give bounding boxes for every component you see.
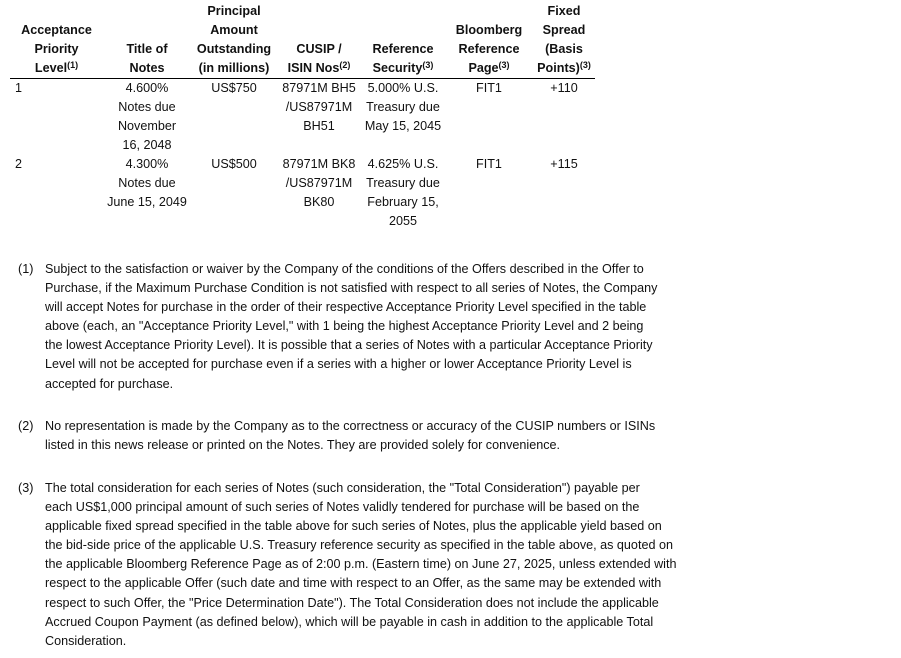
cell-line: 4.625% U.S. xyxy=(367,157,439,171)
text-line: Subject to the satisfaction or waiver by the Company of the conditions of the Offers described in the Offer to xyxy=(45,262,644,276)
cell-spread: +110 xyxy=(550,81,578,95)
cell-line: 16, 2048 xyxy=(122,138,172,152)
header-reference-security xyxy=(361,2,445,79)
footnote-number: (2) xyxy=(18,419,34,433)
header-line: Fixed xyxy=(547,4,581,18)
cell-line: Treasury due xyxy=(366,176,440,190)
header-line: Outstanding xyxy=(196,42,272,56)
footnote-ref: (3) xyxy=(498,60,510,70)
cell-line: 4.300% xyxy=(125,157,169,171)
header-line: Title of xyxy=(126,42,168,56)
header-title-of-notes xyxy=(103,2,191,79)
header-line: Notes xyxy=(129,61,165,75)
text-line: Level will not be accepted for purchase even if a series with a higher or lower Acceptance Priority Level is xyxy=(45,357,632,372)
cell-spread: +115 xyxy=(550,157,578,171)
cell-reference xyxy=(361,155,445,231)
cell-cusip xyxy=(277,155,361,231)
cell-line: February 15, xyxy=(367,195,439,209)
footnote-text xyxy=(45,479,718,651)
text-line: accepted for purchase. xyxy=(45,376,174,391)
cell-line: Notes due xyxy=(118,176,176,190)
text-line: Consideration. xyxy=(45,633,127,648)
header-line: CUSIP / xyxy=(296,42,342,56)
table-header-row xyxy=(10,2,595,79)
cell-line: 87971M BK8 xyxy=(282,157,356,171)
footnote-3 xyxy=(18,479,718,651)
text-line: The total consideration for each series of Notes (such consideration, the "Total Consideration") payable per xyxy=(45,481,640,495)
cell-line: 2055 xyxy=(388,214,418,228)
header-line: Bloomberg xyxy=(455,23,523,37)
text-line: Purchase, if the Maximum Purchase Condition is not satisfied with respect to all series of Notes, the Company xyxy=(45,281,658,296)
text-line: will accept Notes for purchase in the order of their respective Acceptance Priority Level specified in the table xyxy=(45,300,647,315)
footnote-2 xyxy=(18,417,718,455)
cell-line: BK80 xyxy=(303,195,335,209)
header-line: Principal xyxy=(207,4,261,18)
header-line: Security xyxy=(372,61,423,75)
cell-line: /US87971M xyxy=(285,176,353,190)
header-line: (in millions) xyxy=(198,61,270,75)
footnote-ref: (3) xyxy=(422,60,434,70)
header-cusip-isin xyxy=(277,2,361,79)
tender-offer-table xyxy=(10,2,595,231)
cell-line: BH51 xyxy=(303,119,335,133)
header-line: Priority xyxy=(34,42,79,56)
footnote-text xyxy=(45,260,718,394)
cell-line: 4.600% xyxy=(125,81,169,95)
header-line: (Basis xyxy=(545,42,583,56)
cell-page: FIT1 xyxy=(476,157,502,171)
cell-line: 87971M BH5 xyxy=(282,81,356,95)
cell-level: 2 xyxy=(15,157,23,171)
header-acceptance-priority-level xyxy=(10,2,103,79)
cell-line: /US87971M xyxy=(285,100,353,114)
cell-level: 1 xyxy=(15,81,23,95)
header-principal-amount xyxy=(191,2,277,79)
text-line: Accrued Coupon Payment (as defined below), which will be payable in cash in addition to the applicable Total xyxy=(45,614,654,629)
header-line: Reference xyxy=(458,42,520,56)
footnote-ref: (3) xyxy=(579,60,591,70)
footnote-text xyxy=(45,417,718,455)
cell-line: May 15, 2045 xyxy=(364,119,442,133)
text-line: the bid-side price of the applicable U.S. Treasury reference security as specified in the table above, as quoted on xyxy=(45,538,673,553)
text-line: each US$1,000 principal amount of such series of Notes validly tendered for purchase will be based on the xyxy=(45,500,640,515)
text-line: the applicable Bloomberg Reference Page as of 2:00 p.m. (Eastern time) on June 27, 2025, unless extended with xyxy=(45,557,677,572)
cell-title xyxy=(103,79,191,156)
cell-page: FIT1 xyxy=(476,81,502,95)
text-line: respect to such Offer, the "Price Determination Date"). The Total Consideration does not include the applicable xyxy=(45,595,659,610)
text-line: listed in this news release or printed on the Notes. They are provided solely for convenience. xyxy=(45,438,560,453)
cell-principal: US$500 xyxy=(211,157,257,171)
cell-line: 5.000% U.S. xyxy=(367,81,439,95)
cell-reference xyxy=(361,79,445,156)
footnote-ref: (2) xyxy=(339,60,351,70)
footnote-ref: (1) xyxy=(67,60,79,70)
cell-cusip xyxy=(277,79,361,156)
cell-line: Treasury due xyxy=(366,100,440,114)
header-bloomberg-reference-page xyxy=(445,2,533,79)
header-line: Page xyxy=(468,61,499,75)
header-line: Spread xyxy=(542,23,586,37)
cell-line: Notes due xyxy=(118,100,176,114)
footnote-number: (3) xyxy=(18,481,34,495)
text-line: applicable fixed spread specified in the table above for such series of Notes, plus the applicable yield based on xyxy=(45,519,662,534)
text-line: respect to the applicable Offer (such date and time with respect to an Offer, as the same may be extended with xyxy=(45,576,662,591)
table-row xyxy=(10,155,595,231)
header-fixed-spread xyxy=(533,2,595,79)
table-row xyxy=(10,79,595,156)
header-line: Level xyxy=(34,61,68,75)
text-line: No representation is made by the Company as to the correctness or accuracy of the CUSIP numbers or ISINs xyxy=(45,419,656,433)
text-line: the lowest Acceptance Priority Level). It is possible that a series of Notes with a particular Acceptance Priority xyxy=(45,338,653,353)
text-line: above (each, an "Acceptance Priority Level," with 1 being the highest Acceptance Priority Level and 2 being xyxy=(45,319,644,334)
footnote-number: (1) xyxy=(18,262,34,276)
header-line: ISIN Nos xyxy=(287,61,340,75)
cell-line: November xyxy=(117,119,177,133)
cell-line: June 15, 2049 xyxy=(107,195,187,209)
header-line: Amount xyxy=(210,23,258,37)
cell-title xyxy=(103,155,191,231)
header-line: Reference xyxy=(372,42,434,56)
footnote-1 xyxy=(18,260,718,394)
header-line: Acceptance xyxy=(21,23,92,37)
cell-principal: US$750 xyxy=(211,81,257,95)
header-line: Points) xyxy=(537,61,580,75)
